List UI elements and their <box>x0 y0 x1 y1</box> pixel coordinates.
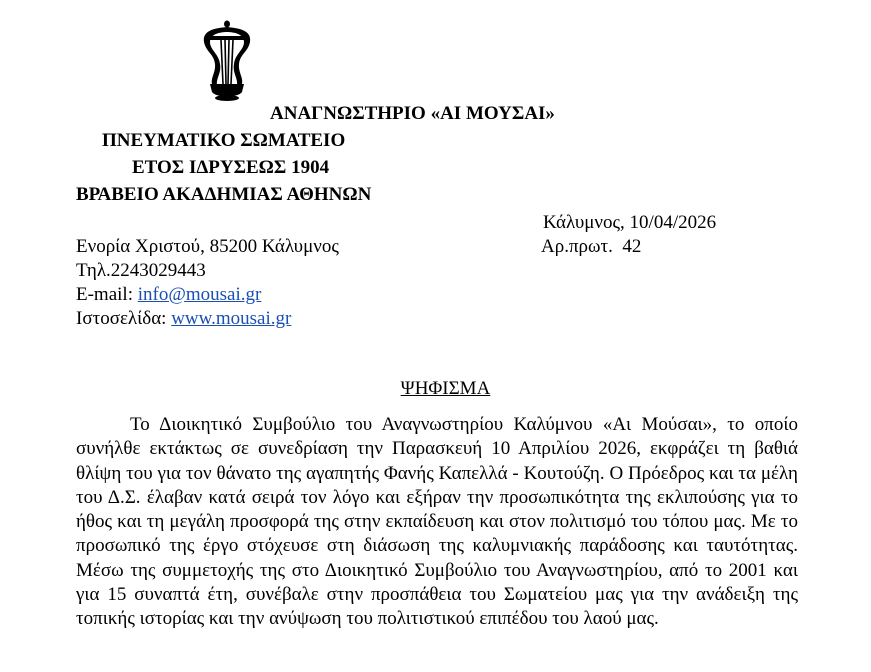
website-label: Ιστοσελίδα: <box>76 308 172 329</box>
email-link[interactable]: info@mousai.gr <box>137 284 262 305</box>
document-title: ΨΗΦΙΣΜΑ <box>400 378 491 399</box>
academy-award: ΒΡΑΒΕΙΟ ΑΚΑΔΗΜΙΑΣ ΑΘΗΝΩΝ <box>76 184 372 205</box>
organization-type: ΠΝΕΥΜΑΤΙΚΟ ΣΩΜΑΤΕΙΟ <box>102 130 346 151</box>
website-line <box>76 308 291 330</box>
email-line <box>76 284 261 306</box>
website-link[interactable]: www.mousai.gr <box>171 308 292 329</box>
lyre-icon <box>198 20 256 102</box>
phone: Τηλ.2243029443 <box>76 260 206 281</box>
organization-name: ΑΝΑΓΝΩΣΤΗΡΙΟ «ΑΙ ΜΟΥΣΑΙ» <box>270 103 555 124</box>
address: Ενορία Χριστού, 85200 Κάλυμνος <box>76 236 339 257</box>
protocol-number: Αρ.πρωτ. 42 <box>541 236 642 257</box>
resolution-paragraph: Το Διοικητικό Συμβούλιο του Αναγνωστηρίου Καλύμνου «Αι Μούσαι», το οποίο συνήλθε εκτάκτως σε συνεδρίαση την Παρασκευή 10 Απριλίου 2026, εκφράζει τη βαθιά θλίψη του για τον θάνατο της αγαπητής Φανής Καπελλά - Κουτούζη. Ο Πρόεδρος και τα μέλη του Δ.Σ. έλαβαν κατά σειρά τον λόγο και εξήραν την προσωπικότητα της εκλιπούσης για το ήθος και τη μεγάλη προσφορά της στην εκπαίδευση και στον πολιτισμό του τόπου μας. Με το προσωπικό της έργο στόχευσε στη διάσωση της καλυμνιακής παράδοσης και ταυτότητας. Μέσω της συμμετοχής της στο Διοικητικό Συμβούλιο του Αναγνωστηρίου, από το 2001 και για 15 συναπτά έτη, συνέβαλε στην προσπάθεια του Σωματείου μας για την ανάδειξη της τοπικής ιστορίας και την ανύψωση του πολιτιστικού επιπέδου του λαού μας. <box>76 414 798 630</box>
place-date: Κάλυμνος, 10/04/2026 <box>543 212 717 233</box>
founding-year: ΕΤΟΣ ΙΔΡΥΣΕΩΣ 1904 <box>132 157 330 178</box>
document-title-row <box>0 378 871 400</box>
email-label: E-mail: <box>76 284 138 305</box>
